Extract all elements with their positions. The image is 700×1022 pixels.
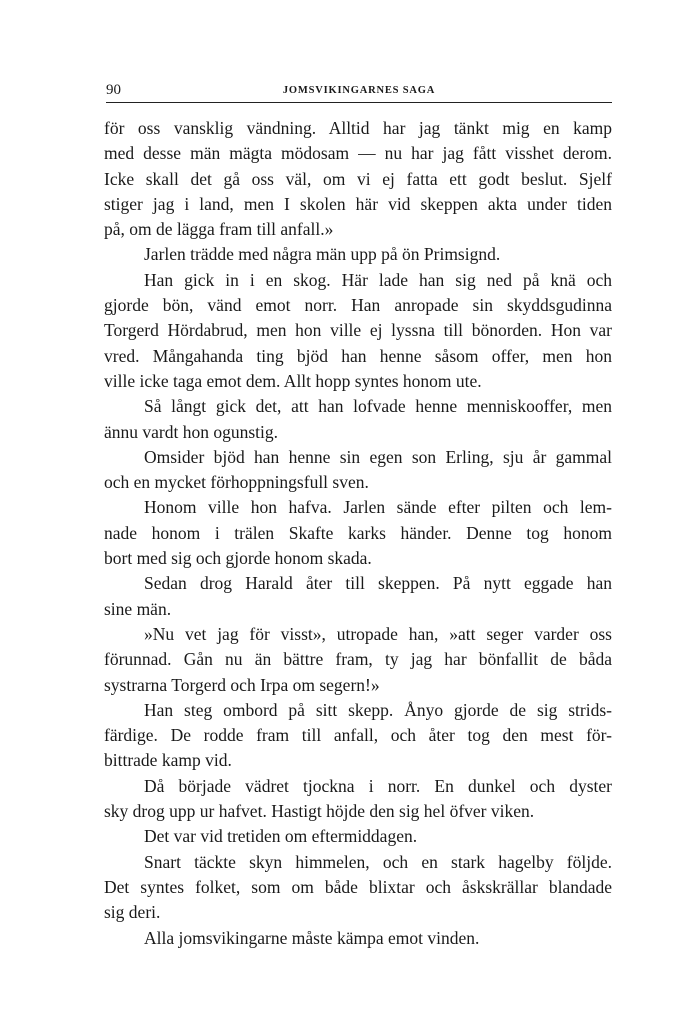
paragraph — [104, 571, 612, 622]
text-line: nade honom i trälen Skafte karks händer. Denne tog honom — [104, 522, 612, 543]
text-line: Honom ville hon hafva. Jarlen sände efter pilten och lem- — [144, 497, 612, 518]
text-line: »Nu vet jag för visst», utropade han, »att seger varder oss — [144, 623, 612, 644]
text-line: Det var vid tretiden om eftermiddagen. — [144, 826, 418, 847]
page-header — [106, 80, 612, 103]
text-line: ville icke taga emot dem. Allt hopp syntes honom ute. — [104, 370, 482, 391]
paragraph — [104, 926, 612, 951]
text-line: vred. Mångahanda ting bjöd han henne såsom offer, men hon — [104, 345, 612, 366]
paragraph — [104, 850, 612, 926]
text-line: gjorde bön, vänd emot norr. Han anropade sin skyddsgudinna — [104, 295, 612, 316]
paragraph — [104, 268, 612, 394]
text-line: färdige. De rodde fram till anfall, och åter tog den mest för- — [104, 725, 612, 746]
paragraph — [104, 774, 612, 825]
paragraph — [104, 116, 612, 242]
paragraph — [104, 698, 612, 774]
text-line: bort med sig och gjorde honom skada. — [104, 548, 372, 569]
text-line: systrarna Torgerd och Irpa om segern!» — [104, 674, 380, 695]
text-line: sky drog upp ur hafvet. Hastigt höjde den sig hel öfver viken. — [104, 801, 535, 822]
text-line: Icke skall det gå oss väl, om vi ej fatta ett godt beslut. Sjelf — [104, 168, 612, 189]
text-line: Jarlen trädde med några män upp på ön Primsignd. — [144, 244, 501, 265]
paragraph — [104, 394, 612, 445]
text-line: för oss vansklig vändning. Alltid har jag tänkt mig en kamp — [104, 118, 612, 138]
text-line: och en mycket förhoppningsfull sven. — [104, 472, 369, 493]
text-line: sig deri. — [104, 902, 161, 923]
text-line: Omsider bjöd han henne sin egen son Erling, sju år gammal — [144, 446, 612, 467]
text-line: stiger jag i land, men I skolen här vid skeppen akta under tiden — [104, 193, 612, 214]
text-line: Han gick in i en skog. Här lade han sig ned på knä och — [144, 269, 612, 290]
text-line: Snart täckte skyn himmelen, och en stark hagelby följde. — [144, 851, 612, 872]
text-line: Alla jomsvikingarne måste kämpa emot vinden. — [144, 927, 480, 948]
text-line: med desse män mägta mödosam — nu har jag fått visshet derom. — [104, 143, 612, 164]
text-line: Då började vädret tjockna i norr. En dunkel och dyster — [144, 775, 612, 796]
page-number: 90 — [106, 82, 121, 98]
running-title: JOMSVIKINGARNES SAGA — [282, 85, 436, 96]
paragraph — [104, 445, 612, 496]
text-line: Sedan drog Harald åter till skeppen. På nytt eggade han — [144, 573, 612, 594]
text-line: på, om de lägga fram till anfall.» — [104, 219, 334, 240]
paragraph — [104, 495, 612, 571]
text-line: sine män. — [104, 598, 172, 619]
paragraph — [104, 622, 612, 698]
text-line: Så långt gick det, att han lofvade henne menniskooffer, men — [144, 396, 612, 417]
paragraph — [104, 824, 612, 849]
text-line: bittrade kamp vid. — [104, 750, 232, 771]
text-line: Han steg ombord på sitt skepp. Ånyo gjorde de sig strids- — [144, 699, 612, 720]
body-text — [104, 116, 612, 951]
text-line: Det syntes folket, som om både blixtar och åskskrällar blandade — [104, 876, 612, 897]
paragraph — [104, 242, 612, 267]
text-line: förunnad. Gån nu än bättre fram, ty jag har bönfallit de båda — [104, 649, 612, 670]
text-line: ännu vardt hon ogunstig. — [104, 421, 279, 442]
text-line: Torgerd Hördabrud, men hon ville ej lyssna till bönorden. Hon var — [104, 320, 612, 341]
